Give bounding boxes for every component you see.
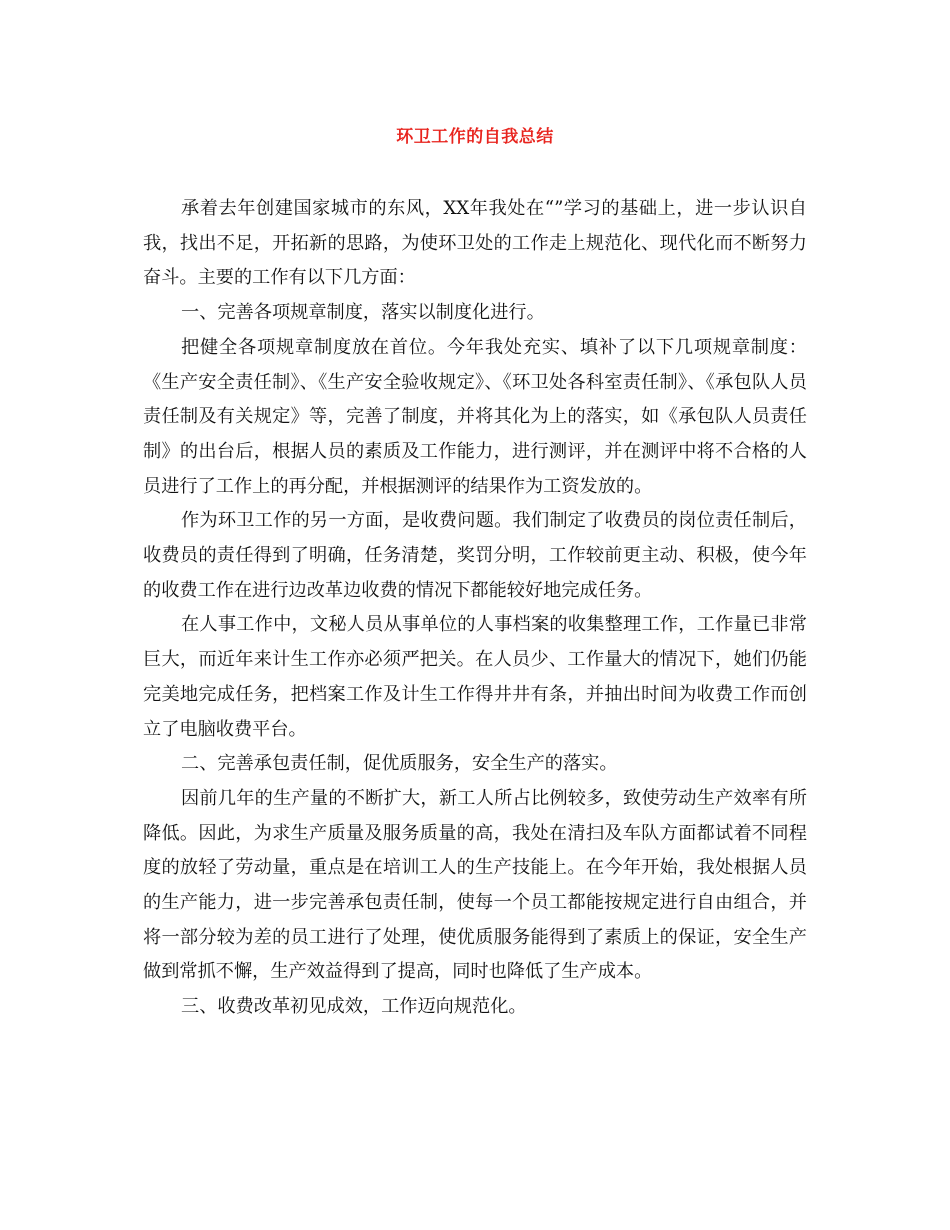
paragraph-regulations: 把健全各项规章制度放在首位。今年我处充实、填补了以下几项规章制度：《生产安全责任制》、《生产安全验收规定》、《环卫处各科室责任制》、《承包队人员责任制及有关规定》等，完善了制度，并将其化为上的落实，如《承包队人员责任制》的出台后，根据人员的素质及工作能力，进行测评，并在测评中将不合格的人员进行了工作上的再分配，并根据测评的结果作为工资发放的。 <box>143 336 807 497</box>
paragraph-production: 因前几年的生产量的不断扩大，新工人所占比例较多，致使劳动生产效率有所降低。因此，为求生产质量及服务质量的高，我处在清扫及车队方面都试着不同程度的放轻了劳动量，重点是在培训工人的生产技能上。在今年开始，我处根据人员的生产能力，进一步完善承包责任制，使每一个员工都能按规定进行自由组合，并将一部分较为差的员工进行了处理，使优质服务能得到了素质上的保证，安全生产做到常抓不懈，生产效益得到了提高，同时也降低了生产成本。 <box>143 787 807 983</box>
paragraph-personnel: 在人事工作中，文秘人员从事单位的人事档案的收集整理工作，工作量已非常巨大，而近年来计生工作亦必须严把关。在人员少、工作量大的情况下，她们仍能完美地完成任务，把档案工作及计生工作得井井有条，并抽出时间为收费工作而创立了电脑收费平台。 <box>143 614 807 740</box>
document-title: 环卫工作的自我总结 <box>396 127 554 147</box>
section-heading-3: 三、收费改革初见成效，工作迈向规范化。 <box>181 996 527 1018</box>
section-heading-2: 二、完善承包责任制，促优质服务，安全生产的落实。 <box>181 753 618 775</box>
document-body <box>143 192 807 1025</box>
paragraph-intro: 承着去年创建国家城市的东风，XX年我处在“”学习的基础上，进一步认识自我，找出不足，开拓新的思路，为使环卫处的工作走上规范化、现代化而不断努力奋斗。主要的工作有以下几方面： <box>143 198 807 289</box>
paragraph-fees: 作为环卫工作的另一方面，是收费问题。我们制定了收费员的岗位责任制后，收费员的责任得到了明确，任务清楚，奖罚分明，工作较前更主动、积极，使今年的收费工作在进行边改革边收费的情况下都能较好地完成任务。 <box>143 510 807 601</box>
section-heading-1: 一、完善各项规章制度，落实以制度化进行。 <box>181 302 545 324</box>
